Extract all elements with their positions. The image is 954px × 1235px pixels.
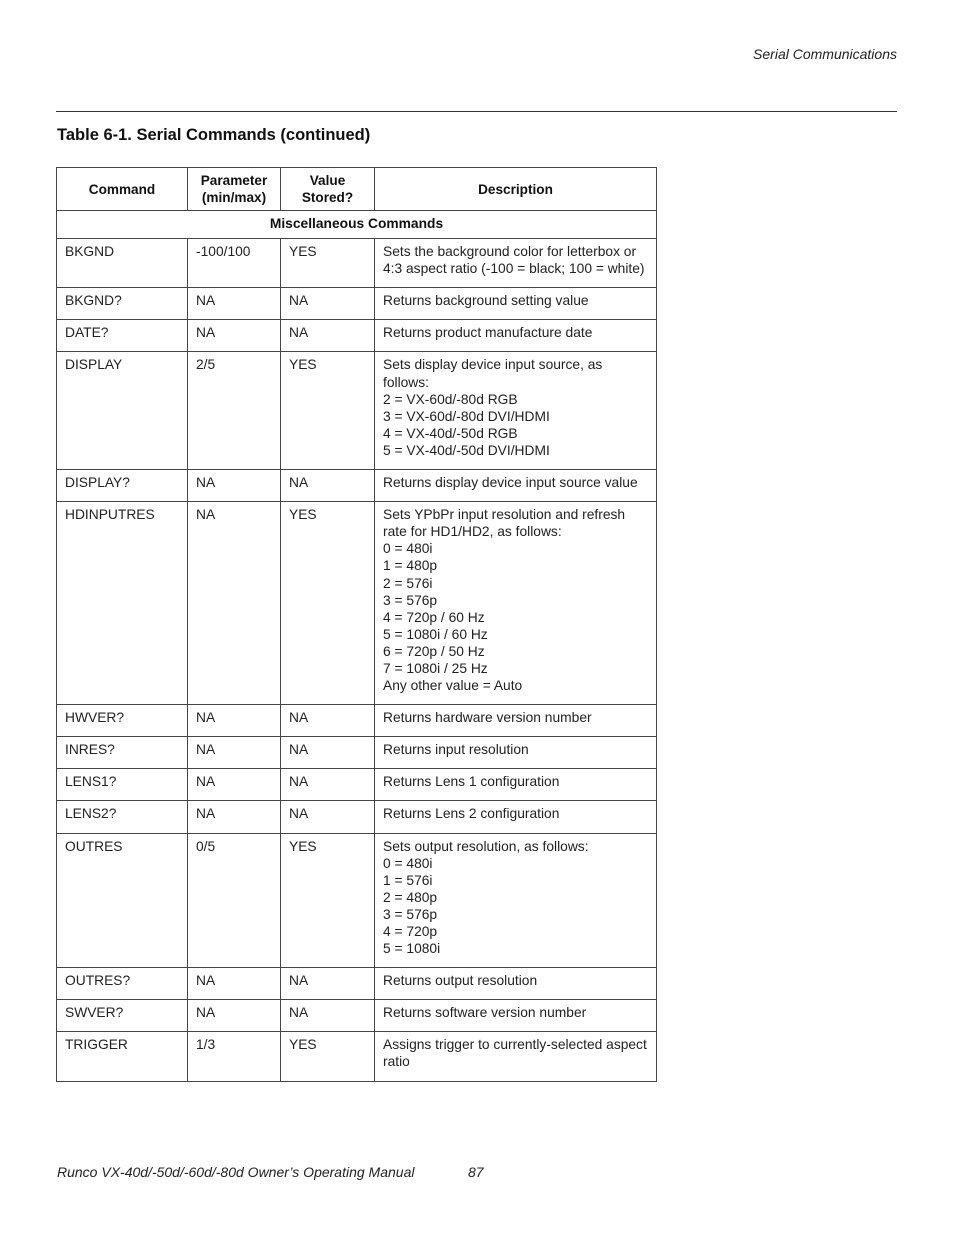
description-line: Returns background setting value — [383, 293, 589, 309]
command-cell: LENS2? — [57, 801, 188, 833]
column-header-parameter-line: (min/max) — [201, 190, 267, 205]
column-header-value-stored-line: Value — [309, 173, 346, 188]
value-stored-cell: NA — [281, 320, 375, 352]
command-cell: DISPLAY? — [57, 470, 188, 502]
description-line: Sets the background color for letterbox or — [383, 244, 637, 260]
table-row — [57, 769, 657, 801]
description-line: 1 = 480p — [383, 558, 438, 574]
description-line: Sets output resolution, as follows: — [383, 838, 589, 854]
column-header-parameter — [188, 168, 281, 211]
description-line: 3 = VX-60d/-80d DVI/HDMI — [383, 408, 550, 424]
description-line: 3 = 576p — [383, 906, 438, 922]
table-row — [57, 801, 657, 833]
description-cell — [375, 320, 657, 352]
command-cell: OUTRES — [57, 833, 188, 968]
description-cell — [375, 801, 657, 833]
description-line: 1 = 576i — [383, 872, 433, 888]
description-cell — [375, 737, 657, 769]
table-row — [57, 1000, 657, 1032]
description-line: Returns product manufacture date — [383, 325, 593, 341]
description-cell — [375, 288, 657, 320]
value-stored-cell: NA — [281, 968, 375, 1000]
command-cell: OUTRES? — [57, 968, 188, 1000]
command-cell: DATE? — [57, 320, 188, 352]
parameter-cell: NA — [188, 737, 281, 769]
description-cell — [375, 470, 657, 502]
description-line: 5 = 1080i — [383, 941, 441, 957]
table-row — [57, 502, 657, 705]
description-cell — [375, 502, 657, 705]
description-line: 2 = 576i — [383, 575, 433, 591]
parameter-cell: 0/5 — [188, 833, 281, 968]
description-line: Returns Lens 2 configuration — [383, 806, 560, 822]
parameter-cell: NA — [188, 502, 281, 705]
description-line: Sets display device input source, as — [383, 357, 603, 373]
parameter-cell: NA — [188, 288, 281, 320]
parameter-cell: NA — [188, 801, 281, 833]
running-header: Serial Communications — [753, 46, 897, 62]
parameter-cell: NA — [188, 470, 281, 502]
description-line: 2 = 480p — [383, 889, 438, 905]
description-line: follows: — [383, 374, 430, 390]
value-stored-cell: NA — [281, 288, 375, 320]
parameter-cell: -100/100 — [188, 239, 281, 288]
command-cell: SWVER? — [57, 1000, 188, 1032]
column-header-description: Description — [375, 168, 657, 211]
description-line: 3 = 576p — [383, 592, 438, 608]
table-row — [57, 1032, 657, 1081]
parameter-cell: 1/3 — [188, 1032, 281, 1081]
description-line: Returns software version number — [383, 1005, 587, 1021]
command-cell: HDINPUTRES — [57, 502, 188, 705]
description-line: Returns output resolution — [383, 973, 538, 989]
command-cell: HWVER? — [57, 705, 188, 737]
table-body — [57, 211, 657, 1082]
description-line: ratio — [383, 1054, 410, 1070]
description-cell — [375, 705, 657, 737]
command-cell: TRIGGER — [57, 1032, 188, 1081]
table-row — [57, 239, 657, 288]
footer-manual-title: Runco VX-40d/-50d/-60d/-80d Owner’s Operating Manual — [57, 1164, 415, 1180]
command-cell: BKGND? — [57, 288, 188, 320]
description-line: 2 = VX-60d/-80d RGB — [383, 391, 518, 407]
description-line: Returns Lens 1 configuration — [383, 774, 560, 790]
header-rule — [56, 111, 897, 112]
description-line: 4 = 720p — [383, 924, 438, 939]
footer-page-number: 87 — [468, 1164, 484, 1180]
description-line: 5 = VX-40d/-50d DVI/HDMI — [383, 442, 550, 458]
description-line: rate for HD1/HD2, as follows: — [383, 524, 562, 540]
value-stored-cell: NA — [281, 1000, 375, 1032]
value-stored-cell: YES — [281, 239, 375, 288]
description-line: Returns input resolution — [383, 742, 529, 758]
parameter-cell: NA — [188, 968, 281, 1000]
description-cell — [375, 833, 657, 968]
description-cell — [375, 1032, 657, 1081]
value-stored-cell: NA — [281, 801, 375, 833]
description-line: 6 = 720p / 50 Hz — [383, 643, 485, 659]
column-header-value-stored-line: Stored? — [301, 190, 354, 205]
description-line: 7 = 1080i / 25 Hz — [383, 660, 488, 676]
table-row — [57, 470, 657, 502]
parameter-cell: NA — [188, 320, 281, 352]
command-cell: LENS1? — [57, 769, 188, 801]
table-row — [57, 352, 657, 470]
table-row — [57, 737, 657, 769]
command-cell: INRES? — [57, 737, 188, 769]
value-stored-cell: NA — [281, 705, 375, 737]
description-line: Sets YPbPr input resolution and refresh — [383, 507, 626, 523]
section-row — [57, 211, 657, 239]
table-row — [57, 968, 657, 1000]
description-line: Returns display device input source value — [383, 475, 638, 491]
description-cell — [375, 1000, 657, 1032]
serial-commands-table — [56, 167, 657, 1082]
column-header-parameter-line: Parameter — [200, 173, 268, 188]
table-title: Table 6-1. Serial Commands (continued) — [57, 126, 371, 144]
description-line: Any other value = Auto — [383, 678, 523, 694]
value-stored-cell: NA — [281, 737, 375, 769]
table-header-row — [57, 168, 657, 211]
description-line: 5 = 1080i / 60 Hz — [383, 626, 488, 642]
value-stored-cell: YES — [281, 833, 375, 968]
description-cell — [375, 769, 657, 801]
parameter-cell: NA — [188, 769, 281, 801]
column-header-value-stored — [281, 168, 375, 211]
description-line: Returns hardware version number — [383, 710, 592, 726]
table-row — [57, 320, 657, 352]
description-line: 4 = VX-40d/-50d RGB — [383, 425, 518, 441]
description-line: 0 = 480i — [383, 855, 433, 871]
description-cell — [375, 968, 657, 1000]
value-stored-cell: YES — [281, 352, 375, 470]
table-row — [57, 833, 657, 968]
section-label: Miscellaneous Commands — [57, 211, 657, 239]
parameter-cell: NA — [188, 705, 281, 737]
column-header-command: Command — [57, 168, 188, 211]
table-row — [57, 288, 657, 320]
description-cell — [375, 352, 657, 470]
description-cell — [375, 239, 657, 288]
parameter-cell: NA — [188, 1000, 281, 1032]
description-line: Assigns trigger to currently-selected aspect — [383, 1037, 647, 1053]
value-stored-cell: NA — [281, 470, 375, 502]
description-line: 4:3 aspect ratio (-100 = black; 100 = white) — [383, 261, 645, 277]
value-stored-cell: YES — [281, 502, 375, 705]
value-stored-cell: NA — [281, 769, 375, 801]
description-line: 0 = 480i — [383, 541, 433, 557]
table-row — [57, 705, 657, 737]
description-line: 4 = 720p / 60 Hz — [383, 609, 485, 625]
value-stored-cell: YES — [281, 1032, 375, 1081]
command-cell: BKGND — [57, 239, 188, 288]
parameter-cell: 2/5 — [188, 352, 281, 470]
command-cell: DISPLAY — [57, 352, 188, 470]
